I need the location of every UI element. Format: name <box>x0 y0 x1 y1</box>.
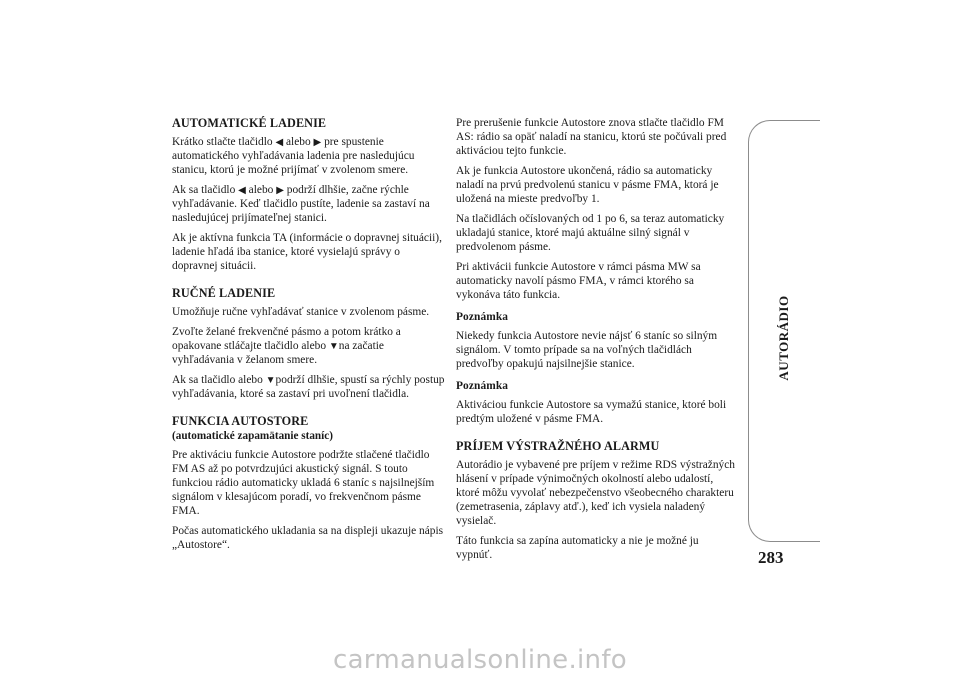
heading-manual-tuning: RUČNÉ LADENIE <box>172 286 276 300</box>
right-arrow-icon: ▶ <box>276 185 284 196</box>
right-column <box>456 116 736 568</box>
down-arrow-icon: ▼ <box>265 375 276 386</box>
subheading-autostore: (automatické zapamätanie staníc) <box>172 430 333 442</box>
heading-alarm-reception: PRÍJEM VÝSTRAŽNÉHO ALARMU <box>456 439 660 453</box>
watermark: carmanualsonline.info <box>332 645 627 675</box>
paragraph: Krátko stlačte tlačidlo ◀ alebo ▶ pre spustenie automatického vyhľadávania ladenia pre nasledujúcu stanicu, ktorú je možné prijímať v zvolenom smere. <box>172 136 415 176</box>
paragraph: Ak je funkcia Autostore ukončená, rádio sa automaticky naladí na prvú predvolenú stanicu v pásme FMA, ktorá je uložená na mieste predvoľby 1. <box>456 165 719 205</box>
left-arrow-icon: ◀ <box>238 185 246 196</box>
heading-automatic-tuning: AUTOMATICKÉ LADENIE <box>172 116 327 130</box>
paragraph: Umožňuje ručne vyhľadávať stanice v zvolenom pásme. <box>172 306 430 318</box>
paragraph: Ak sa tlačidlo ◀ alebo ▶ podrží dlhšie, začne rýchle vyhľadávanie. Keď tlačidlo pustíte, ladenie sa zastaví na nasledujúcej prijímateľnej stanici. <box>172 184 430 224</box>
left-column <box>172 116 448 558</box>
note-text: Aktiváciou funkcie Autostore sa vymažú stanice, ktoré boli predtým uložené v pásme FMA. <box>456 399 727 425</box>
paragraph: Ak je aktívna funkcia TA (informácie o dopravnej situácii), ladenie hľadá iba stanice, ktoré vysielajú správy o dopravnej situácii. <box>172 232 442 272</box>
section-tab-label: AUTORÁDIO <box>776 295 791 381</box>
page-number: 283 <box>758 548 784 567</box>
paragraph: Pre prerušenie funkcie Autostore znova stlačte tlačidlo FM AS: rádio sa opäť naladí na stanicu, ktorú ste počúvali pred aktiváciou tejto funkcie. <box>456 117 727 157</box>
paragraph: Zvoľte želané frekvenčné pásmo a potom krátko a opakovane stláčajte tlačidlo alebo ▼na začatie vyhľadávania v želanom smere. <box>172 326 401 366</box>
note-title: Poznámka <box>456 311 509 323</box>
right-arrow-icon: ▶ <box>313 137 322 148</box>
paragraph: Ak sa tlačidlo alebo ▼podrží dlhšie, spustí sa rýchly postup vyhľadávania, ktoré sa zastaví pri uvoľnení tlačidla. <box>172 374 445 400</box>
note-title: Poznámka <box>456 380 509 392</box>
paragraph: Na tlačidlách očíslovaných od 1 po 6, sa teraz automaticky ukladajú stanice, ktoré majú aktuálne silný signál v predvolenom pásme. <box>456 213 725 253</box>
paragraph: Pre aktiváciu funkcie Autostore podržte stlačené tlačidlo FM AS až po potvrdzujúci akustický signál. S touto funkciou rádio automaticky ukladá 6 staníc s najsilnejším signálom v klesajúcom poradí, vo frekvenčnom pásme FMA. <box>172 449 435 517</box>
heading-autostore: FUNKCIA AUTOSTORE <box>172 414 309 428</box>
note-text: Niekedy funkcia Autostore nevie nájsť 6 staníc so silným signálom. V tomto prípade sa na voľných tlačidlách predvoľby opakujú najsilnejšie stanice. <box>456 330 718 370</box>
paragraph: Autorádio je vybavené pre príjem v režime RDS výstražných hlásení v prípade výnimočných okolností alebo udalostí, ktoré môžu vyvolať nebezpečenstvo všeobecného charakteru (zemetrasenia, záplavy atď.), keď ich vysiela naladený vysielač. <box>456 459 735 527</box>
paragraph: Pri aktivácii funkcie Autostore v rámci pásma MW sa automaticky navolí pásmo FMA, v rámci ktorého sa vykonáva táto funkcia. <box>456 261 701 301</box>
paragraph: Táto funkcia sa zapína automaticky a nie je možné ju vypnúť. <box>456 535 699 561</box>
paragraph: Počas automatického ukladania sa na displeji ukazuje nápis „Autostore“. <box>172 525 444 551</box>
down-arrow-icon: ▼ <box>328 341 339 352</box>
left-arrow-icon: ◀ <box>275 137 284 148</box>
